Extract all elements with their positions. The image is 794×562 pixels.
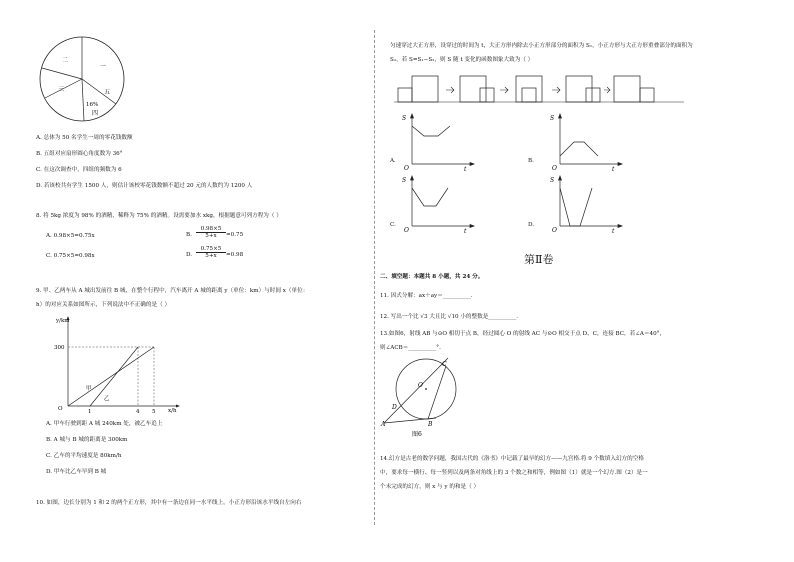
q8-option-d-rhs: =0.98: [226, 252, 244, 258]
option-c-label: C.: [390, 222, 396, 228]
option-d-o-label: O: [552, 227, 557, 234]
squares-sequence-figure: [394, 72, 684, 106]
pie-label-5: 五: [104, 89, 111, 96]
graph-line-yi: 乙: [104, 396, 110, 402]
q13-line1: 13.如图6，射线 AB 与⊙O 相切于点 B，经过圆心 O 的射线 AC 与⊙O 相交于点 D、C，连接 BC，若∠A＝40°，: [380, 331, 666, 337]
q10-stem-line3: S₂，若 S=S₁−S₂，则 S 随 t 变化的函数图象大致为（ ）: [390, 57, 534, 63]
graph-x-label: x/h: [168, 408, 177, 414]
q8-option-b-rhs: =0.75: [226, 232, 244, 238]
circle-label-b: B: [428, 421, 433, 428]
q7-option-c: C. 在这次调查中，四组的频数为 6: [36, 167, 122, 173]
q8-b-denominator: 5+x: [205, 233, 217, 239]
q10-stem-line1: 10. 如图，边长分别为 1 和 2 的两个正方形，其中有一条边在同一水平线上，小正方形沿该水平线自左向右: [36, 500, 302, 506]
figure-6-caption: 图6: [412, 431, 422, 438]
section-note: 二、填空题：本题共 8 小题，共 24 分。: [380, 274, 484, 280]
option-c-s-label: S: [402, 177, 407, 184]
option-d-graph: [546, 174, 626, 234]
option-d-t-label: t: [612, 228, 615, 234]
circle-label-a: A: [381, 421, 386, 428]
circle-label-d: D: [392, 404, 397, 411]
option-b-t-label: t: [612, 166, 615, 172]
pie-label-pct: 16%: [86, 102, 99, 108]
section-title: 第Ⅱ卷: [524, 253, 554, 266]
q12: 12. 写出一个比 √3 大且比 √10 小的整数是__________.: [380, 314, 519, 320]
graph-tick-4: 4: [136, 409, 140, 414]
q8-option-c: C. 0.75×5=0.98x: [46, 253, 95, 259]
circle-label-c: C: [442, 361, 447, 368]
pie-label-4: 四: [92, 110, 99, 117]
q8-option-b-label: B.: [186, 232, 192, 238]
column-divider: [374, 30, 375, 525]
graph-tick-5: 5: [152, 409, 156, 414]
option-a-label: A.: [390, 158, 396, 164]
q8-option-b-fraction: [196, 226, 226, 239]
q9-stem-line2: h）的对应关系如图所示，下列说法中不正确的是（ ）: [36, 302, 171, 308]
graph-tick-300: 300: [54, 345, 65, 351]
q8-option-d-label: D.: [186, 252, 193, 258]
q9-option-b: B. A 城与 B 城的距离是 300km: [46, 437, 128, 443]
option-b-o-label: O: [552, 165, 557, 172]
graph-y-label: y/km: [56, 318, 70, 324]
graph-tick-1: 1: [88, 409, 92, 414]
graph-origin: O: [58, 406, 63, 412]
pie-label-1: 一: [100, 63, 107, 70]
q8-stem: 8. 将 5kg 浓度为 98% 的酒精，稀释为 75% 的酒精。设需要加水 xkg，根据题意可列方程为（ ）: [36, 213, 282, 219]
q8-b-numerator: 0.98×5: [196, 226, 226, 233]
option-b-graph: [546, 112, 626, 172]
q13-line2: 则∠ACB＝__________°.: [380, 345, 441, 351]
option-b-s-label: S: [550, 115, 555, 122]
q8-option-a: A. 0.98×5=0.75x: [46, 233, 95, 239]
q8-d-denominator: 5+x: [205, 253, 217, 259]
q8-option-d-fraction: [196, 246, 226, 259]
option-d-label: D.: [528, 222, 535, 228]
circle-tangent-figure: [380, 356, 470, 440]
option-a-s-label: S: [402, 115, 407, 122]
pie-label-2: 二: [62, 57, 69, 64]
q11: 11. 因式分解：ax＋ay＝__________.: [380, 293, 473, 299]
circle-label-o: O: [418, 382, 423, 389]
option-c-t-label: t: [464, 228, 467, 234]
option-c-o-label: O: [404, 227, 409, 234]
graph-line-jia: 甲: [86, 386, 92, 392]
q7-option-d: D. 若该校共有学生 1500 人，则估计该校零花钱数额不超过 20 元的人数约为 1200 人: [36, 183, 253, 189]
option-a-t-label: t: [464, 166, 467, 172]
q9-option-c: C. 乙车的平均速度是 80km/h: [46, 453, 122, 459]
q7-option-b: B. 五组对应扇形圆心角度数为 36°: [36, 151, 123, 157]
q9-stem-line1: 9. 甲、乙两车从 A 城出发前往 B 城，在整个行程中，汽车离开 A 城的距离 y（单位：km）与时间 x（单位：: [36, 288, 309, 294]
q14-line1: 14.幻方是古老的数学问题，我国古代的《洛书》中记载了最早的幻方——九宫格.将 9 个数填入幻方的空格: [380, 456, 644, 462]
q14-line3: 个未完成的幻方，则 x 与 y 的和是（ ）: [380, 484, 480, 490]
q8-d-numerator: 0.75×5: [196, 246, 226, 253]
option-a-o-label: O: [404, 165, 409, 172]
pie-chart: [36, 36, 128, 126]
option-a-graph: [398, 112, 478, 172]
option-c-graph: [398, 174, 478, 234]
q9-option-d: D. 甲车比乙车早到 B 城: [46, 469, 107, 475]
q9-option-a: A. 甲车行驶到距 A 城 240km 处，被乙车追上: [46, 421, 163, 427]
distance-time-graph: [46, 314, 186, 414]
q14-line2: 中，要求每一横行、每一竖列以及两条对角线上的 3 个数之和相等，例如图（1）就是一个幻方.图（2）是一: [380, 470, 648, 476]
q7-option-a: A. 总体为 50 名学生一周的零花钱数额: [36, 135, 133, 141]
pie-label-3: 三: [58, 86, 65, 93]
option-b-label: B.: [528, 158, 534, 164]
option-d-s-label: S: [550, 177, 555, 184]
q10-stem-line2: 匀速穿过大正方形，设穿过的时间为 t，大正方形内除去小正方形部分的面积为 S₁，小正方形与大正方形重叠部分的面积为: [390, 43, 693, 49]
